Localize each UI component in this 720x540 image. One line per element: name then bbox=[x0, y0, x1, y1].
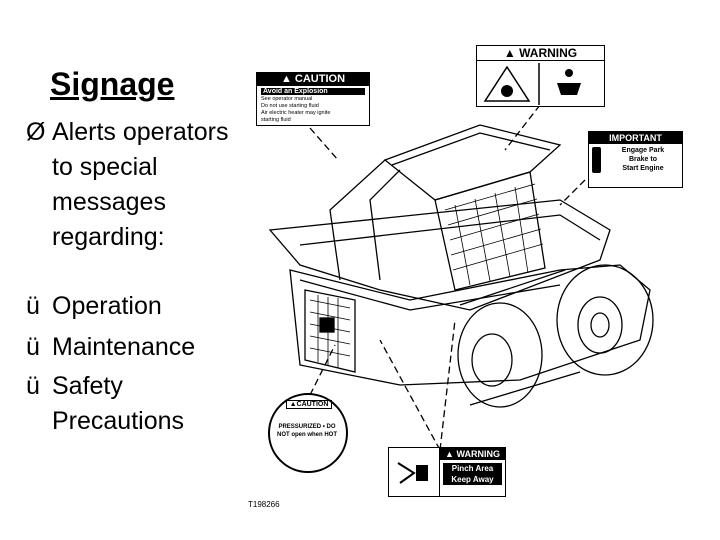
caution-sign bbox=[256, 72, 370, 126]
warning-bottom-line: Keep Away bbox=[451, 475, 494, 484]
important-line: Engage Park bbox=[621, 147, 665, 154]
important-line: Brake to bbox=[628, 156, 657, 163]
warning-sign-top bbox=[476, 45, 605, 107]
caution-line: Air electric heater may ignite bbox=[261, 110, 331, 116]
check-text: Maintenance bbox=[52, 333, 196, 361]
warning-triangle-icon: ▲ bbox=[503, 46, 516, 60]
warning-bottom-line: Pinch Area bbox=[451, 464, 494, 473]
check-icon: ü bbox=[26, 333, 40, 361]
important-line: Start Engine bbox=[622, 165, 664, 172]
warning-top-pictograms bbox=[477, 61, 601, 105]
figure-id: T198266 bbox=[248, 500, 280, 509]
warning-top-header: ▲ WARNING bbox=[477, 46, 604, 61]
caution-line: See operator manual bbox=[261, 96, 313, 102]
check-text: Operation bbox=[52, 292, 162, 320]
pinch-hand-icon bbox=[389, 448, 440, 496]
circle-caution-header: ▲CAUTION bbox=[286, 400, 332, 409]
warning-triangle-icon: ▲ bbox=[289, 401, 297, 408]
caution-line: Do not use starting fluid bbox=[261, 103, 319, 109]
circle-caution-decal bbox=[268, 393, 348, 473]
important-header: IMPORTANT bbox=[589, 132, 682, 144]
caution-header: ▲ CAUTION bbox=[257, 73, 369, 86]
circle-caution-ring-text: PRESSURIZED • DO NOT open when HOT bbox=[277, 424, 337, 438]
arrow-bullet-icon: Ø bbox=[26, 118, 46, 146]
caution-line: starting fluid bbox=[261, 117, 291, 123]
check-text: Safety Precautions bbox=[52, 372, 185, 435]
check-icon: ü bbox=[26, 372, 40, 400]
warning-sign-bottom bbox=[388, 447, 506, 497]
warning-bottom-header: ▲ WARNING bbox=[440, 448, 505, 460]
caution-headline: Avoid an Explosion bbox=[261, 88, 365, 95]
important-sign bbox=[588, 131, 683, 188]
caution-lines bbox=[257, 95, 369, 125]
park-brake-icon bbox=[592, 147, 601, 173]
warning-triangle-icon: ▲ bbox=[280, 73, 292, 85]
check-icon: ü bbox=[26, 292, 40, 320]
slide-title: Signage bbox=[50, 66, 175, 102]
warning-triangle-icon: ▲ bbox=[445, 449, 454, 459]
bullet-text: Alerts operators to special messages regarding: bbox=[52, 118, 229, 251]
